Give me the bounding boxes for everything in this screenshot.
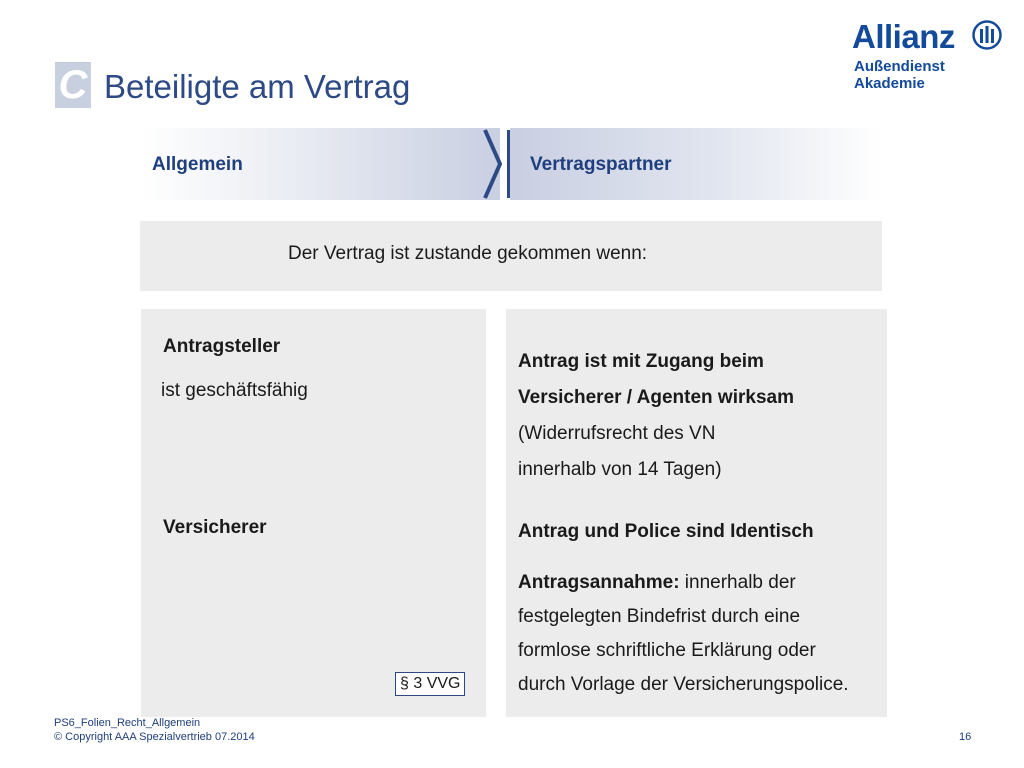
antragsteller-text: ist geschäftsfähig bbox=[161, 380, 308, 401]
allianz-eagle-emblem-icon bbox=[972, 20, 1002, 50]
law-reference-box: § 3 VVG bbox=[395, 672, 465, 696]
intro-panel bbox=[140, 221, 882, 291]
receipt-line-4: innerhalb von 14 Tagen) bbox=[518, 459, 722, 480]
identical-heading: Antrag und Police sind Identisch bbox=[518, 521, 814, 542]
application-receipt-block bbox=[518, 344, 794, 488]
page-title: Beteiligte am Vertrag bbox=[104, 68, 411, 105]
intro-text: Der Vertrag ist zustande gekommen wenn: bbox=[288, 243, 648, 264]
tab-vertragspartner[interactable] bbox=[510, 128, 882, 200]
acceptance-label: Antragsannahme: bbox=[518, 572, 680, 593]
acceptance-line-1-rest: innerhalb der bbox=[679, 572, 796, 593]
section-badge bbox=[55, 62, 91, 108]
footer-file-name: PS6_Folien_Recht_Allgemein bbox=[54, 717, 201, 729]
tab-allgemein-label: Allgemein bbox=[152, 154, 243, 175]
allianz-logo bbox=[852, 18, 1004, 92]
acceptance-line-3: formlose schriftliche Erklärung oder bbox=[518, 640, 816, 661]
tab-vertragspartner-label: Vertragspartner bbox=[530, 154, 672, 175]
receipt-line-1: Antrag ist mit Zugang beim bbox=[518, 351, 764, 372]
page-number: 16 bbox=[959, 731, 972, 743]
acceptance-block bbox=[518, 566, 849, 702]
receipt-line-3: (Widerrufsrecht des VN bbox=[518, 423, 716, 444]
footer-copyright: © Copyright AAA Spezialvertrieb 07.2014 bbox=[54, 731, 255, 743]
logo-subtitle: Außendienst Akademie bbox=[854, 58, 945, 92]
receipt-line-2: Versicherer / Agenten wirksam bbox=[518, 387, 794, 408]
section-letter: C bbox=[58, 63, 88, 107]
acceptance-line-2: festgelegten Bindefrist durch eine bbox=[518, 606, 801, 627]
acceptance-line-1 bbox=[518, 566, 849, 600]
tab-allgemein[interactable] bbox=[140, 128, 500, 200]
versicherer-heading: Versicherer bbox=[163, 517, 267, 538]
logo-brand-text: Allianz bbox=[852, 18, 955, 55]
antragsteller-heading: Antragsteller bbox=[163, 336, 281, 357]
left-panel bbox=[141, 309, 486, 717]
acceptance-line-4: durch Vorlage der Versicherungspolice. bbox=[518, 674, 849, 695]
